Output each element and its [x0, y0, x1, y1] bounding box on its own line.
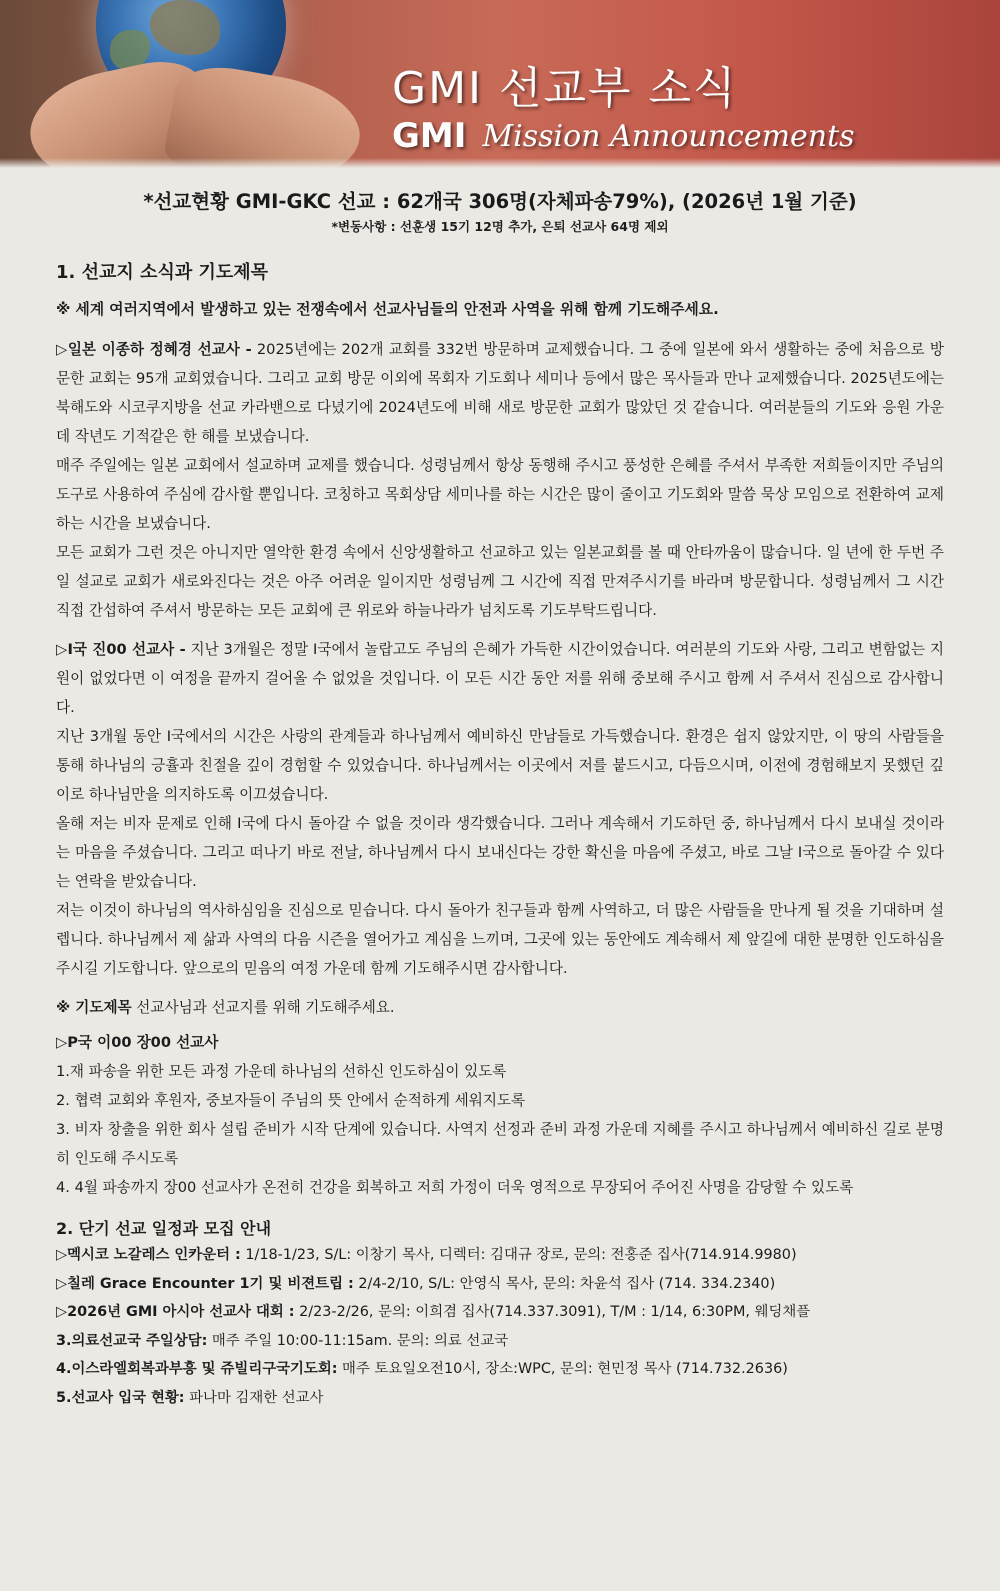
trip-text: 2/23-2/26, 문의: 이희겸 집사(714.337.3091), T/M : 1/14, 6:30PM, 웨딩채플 — [294, 1304, 811, 1320]
trip-item — [56, 1270, 944, 1299]
section-heading: 2. 단기 선교 일정과 모집 안내 — [56, 1219, 272, 1238]
prayer-item: 2. 협력 교회와 후원자, 중보자들이 주님의 뜻 안에서 순적하게 세워지도록 — [56, 1092, 526, 1109]
report-paragraph: 지난 3개월 동안 I국에서의 시간은 사랑의 관계들과 하나님께서 예비하신 만남들로 가득했습니다. 환경은 쉽지 않았지만, 이 땅의 사람들을 통해 하나님의 긍휼과 친절을 깊이 경험할 수 있었습니다. 하나님께서는 이곳에서 저를 붙드시고, 다듬으시며, 이전에 경험해보지 못했던 깊이로 하나님만을 의지하도록 이끄셨습니다. — [56, 728, 944, 803]
section-text: 매주 주일 10:00-11:15am. 문의: 의료 선교국 — [207, 1332, 509, 1349]
missionary-arrival — [56, 1384, 944, 1413]
report-ikuk — [56, 635, 944, 983]
trip-text: 1/18-1/23, S/L: 이창기 목사, 디렉터: 김대규 장로, 문의: 전홍준 집사(714.914.9980) — [240, 1247, 797, 1263]
header-banner — [0, 0, 1000, 168]
section-lead: 3.의료선교국 주일상담: — [56, 1332, 208, 1349]
prayer-item: 4. 4월 파송까지 장00 선교사가 온전히 건강을 회복하고 저희 가정이 더욱 영적으로 무장되어 주어진 사명을 감당할 수 있도록 — [56, 1179, 854, 1196]
trip-lead: ▷칠레 Grace Encounter 1기 및 비젼트립 : — [56, 1275, 354, 1292]
report-paragraph: 모든 교회가 그런 것은 아니지만 열악한 환경 속에서 신앙생활하고 선교하고 있는 일본교회를 볼 때 안타까움이 많습니다. 일 년에 한 두번 주일 설교로 교회가 새로와진다는 것은 아주 어려운 일이지만 성령님께 그 시간에 직접 만져주시기를 바라며 방문합니다. 성령님께서 그 시간 직접 간섭하여 주셔서 방문하는 모든 교회에 큰 위로와 하늘나라가 넘치도록 기도부탁드립니다. — [56, 544, 944, 619]
report-lead: ▷일본 이종하 정혜경 선교사 - — [56, 341, 252, 358]
prayer-item: 1.재 파송을 위한 모든 과정 가운데 하나님의 선하신 인도하심이 있도록 — [56, 1063, 507, 1080]
trip-text: 2/4-2/10, S/L: 안영식 목사, 문의: 차윤석 집사 (714. 334.2340) — [353, 1275, 776, 1292]
report-text: 지난 3개월은 정말 I국에서 놀랍고도 주님의 은혜가 가득한 시간이었습니다. 여러분의 기도와 사랑, 그리고 변함없는 지원이 없었다면 이 여정을 끝까지 걸어올 수 없었을 것입니다. 이 모든 시간 동안 저를 위해 중보해 주시고 함께 서 주셔서 진심으로 감사합니다. — [56, 641, 944, 716]
status-sub: *변동사항 : 선훈생 15기 12명 추가, 은퇴 선교사 64명 제외 — [331, 219, 669, 234]
israel-prayer — [56, 1355, 944, 1384]
subtitle-script: Mission Announcements — [482, 118, 855, 154]
report-japan — [56, 335, 944, 625]
prayer-lead: ※ 기도제목 — [56, 999, 132, 1016]
section-lead: 4.이스라엘회복과부흥 및 쥬빌리구국기도회: — [56, 1361, 338, 1377]
prayer-request-line — [56, 993, 944, 1022]
page-subtitle — [392, 116, 855, 156]
hand-image — [162, 59, 367, 168]
report-text: 2025년에는 202개 교회를 332번 방문하며 교제했습니다. 그 중에 일본에 와서 생활하는 중에 처음으로 방문한 교회는 95개 교회였습니다. 그리고 교회 방문 이외에 목회자 기도회나 세미나 등에서 많은 목사들과 만나 교제했습니다. 2025년도에는 북해도와 시코쿠지방을 선교 카라밴으로 다녔기에 2024년도에 비해 새로 방문한 교회가 많았던 것 같습니다. 여러분들의 기도와 응원 가운데 작년도 기적같은 한 해를 보냈습니다. — [56, 341, 944, 445]
mission-status — [0, 186, 1000, 235]
report-paragraph: 저는 이것이 하나님의 역사하심임을 진심으로 믿습니다. 다시 돌아가 친구들과 함께 사역하고, 더 많은 사람들을 만나게 될 것을 기대하며 설렙니다. 하나님께서 제 삶과 사역의 다음 시즌을 열어가고 계심을 느끼며, 그곳에 있는 동안에도 계속해서 제 앞길에 대한 분명한 인도하심을 주시길 기도합니다. 앞으로의 믿음의 여정 가운데 함께 기도해주시면 감사합니다. — [56, 902, 944, 977]
subtitle-gmi: GMI — [392, 116, 467, 156]
medical-consult — [56, 1327, 944, 1356]
section-lead: 5.선교사 입국 현황: — [56, 1389, 185, 1406]
trip-item — [56, 1298, 944, 1327]
trip-lead: ▷멕시코 노갈레스 인카운터 : — [56, 1247, 241, 1263]
pkuk-title: ▷P국 이00 장00 선교사 — [56, 1034, 219, 1051]
report-paragraph: 올해 저는 비자 문제로 인해 I국에 다시 돌아갈 수 없을 것이라 생각했습니다. 그러나 계속해서 기도하던 중, 하나님께서 다시 보내실 것이라는 마음을 주셨습니다. 그리고 떠나기 바로 전날, 하나님께서 다시 보내신다는 강한 확신을 마음에 주셨고, 바로 그날 I국으로 돌아갈 수 있다는 연락을 받았습니다. — [56, 815, 944, 890]
main-content — [56, 250, 944, 1412]
report-lead: ▷I국 진00 선교사 - — [56, 641, 186, 658]
report-paragraph: 매주 주일에는 일본 교회에서 설교하며 교제를 했습니다. 성령님께서 항상 동행해 주시고 풍성한 은혜를 주셔서 부족한 저희들이지만 주님의 도구로 사용하여 주심에 감사할 뿐입니다. 코칭하고 목회상담 세미나를 하는 시간은 많이 줄이고 기도회와 말씀 묵상 모임으로 전환하여 교제하는 시간을 보냈습니다. — [56, 457, 944, 532]
status-main: *선교현황 GMI-GKC 선교 : 62개국 306명(자체파송79%), (2026년 1월 기준) — [143, 190, 857, 213]
trip-lead: ▷2026년 GMI 아시아 선교사 대회 : — [56, 1304, 295, 1320]
section-text: 매주 토요일오전10시, 장소:WPC, 문의: 현민정 목사 (714.732.2636) — [337, 1361, 788, 1377]
section-text: 파나마 김재한 선교사 — [184, 1389, 324, 1406]
report-paragraph — [56, 335, 944, 451]
prayer-notice: ※ 세계 여러지역에서 발생하고 있는 전쟁속에서 선교사님들의 안전과 사역을 위해 함께 기도해주세요. — [56, 301, 719, 318]
prayer-text: 선교사님과 선교지를 위해 기도해주세요. — [131, 999, 395, 1016]
trip-item — [56, 1241, 944, 1270]
page-title: GMI 선교부 소식 — [392, 63, 738, 114]
prayer-item: 3. 비자 창출을 위한 회사 설립 준비가 시작 단계에 있습니다. 사역지 선정과 준비 과정 가운데 지혜를 주시고 하나님께서 예비하신 길로 분명히 인도해 주시도록 — [56, 1121, 944, 1167]
section-heading: 1. 선교지 소식과 기도제목 — [56, 262, 269, 283]
report-paragraph — [56, 635, 944, 722]
